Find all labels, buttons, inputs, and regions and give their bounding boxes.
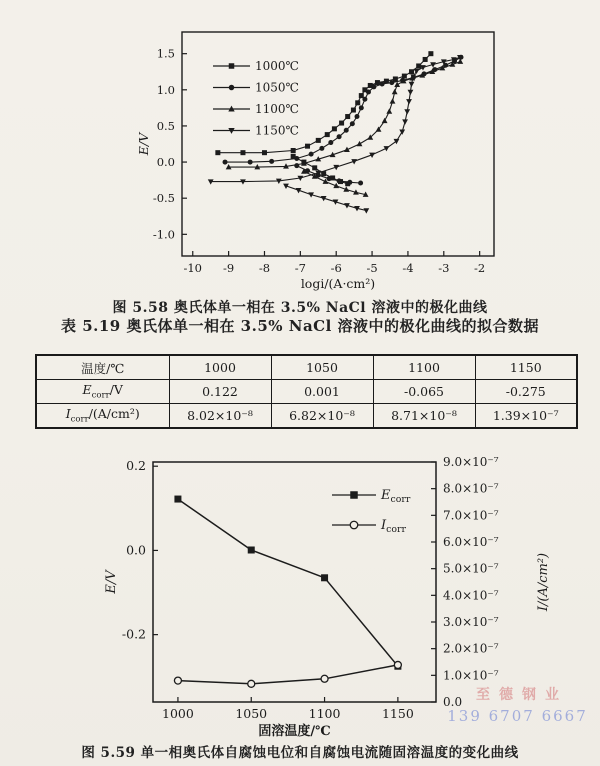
series-Ecorr bbox=[174, 496, 401, 670]
table-value-cell: 0.122 bbox=[169, 380, 271, 404]
table-row bbox=[36, 355, 577, 380]
y-right-axis-title: I/(A/cm²) bbox=[536, 552, 551, 612]
table-5-19-title: 表 5.19 奥氏体单一相在 3.5% NaCl 溶液中的极化曲线的拟合数据 bbox=[60, 317, 540, 335]
x-tick-label: -9 bbox=[223, 261, 235, 275]
x-tick-label: -4 bbox=[402, 261, 414, 275]
y-axis-right bbox=[431, 455, 499, 709]
y-tick-label: 1.5 bbox=[156, 46, 175, 61]
series-Icorr bbox=[174, 661, 401, 687]
y-tick-label: 0.0 bbox=[156, 155, 175, 170]
y-axis-title: E/V bbox=[104, 570, 119, 594]
y-right-tick-label: 9.0×10⁻⁷ bbox=[443, 455, 499, 469]
table-value-cell: 8.71×10⁻⁸ bbox=[373, 404, 475, 429]
y-right-tick-label: 7.0×10⁻⁷ bbox=[443, 508, 499, 523]
y-right-tick-label: 6.0×10⁻⁷ bbox=[443, 535, 499, 549]
y-tick-label: 0.5 bbox=[156, 118, 175, 133]
legend-label: 1050℃ bbox=[255, 80, 299, 95]
legend-label: 1100℃ bbox=[255, 102, 299, 116]
legend bbox=[332, 488, 411, 535]
x-axis bbox=[162, 697, 414, 721]
table-value-cell: 1100 bbox=[373, 355, 475, 380]
table-value-cell: 6.82×10⁻⁸ bbox=[271, 404, 373, 429]
fit-data-table bbox=[35, 354, 578, 429]
y-right-tick-label: 2.0×10⁻⁷ bbox=[443, 641, 499, 656]
y-tick-label: 0.0 bbox=[126, 542, 146, 558]
x-tick-label: 1050 bbox=[235, 706, 268, 721]
x-tick-label: 1000 bbox=[162, 706, 194, 721]
fit-data-table-body bbox=[36, 355, 577, 428]
table-row bbox=[36, 404, 577, 429]
x-axis bbox=[183, 251, 485, 275]
x-tick-label: -10 bbox=[183, 261, 203, 275]
x-tick-label: -8 bbox=[258, 261, 271, 275]
table-value-cell: 1050 bbox=[271, 355, 373, 380]
y-tick-label: -0.5 bbox=[152, 191, 175, 206]
legend-label: 1000℃ bbox=[255, 59, 299, 73]
table-value-cell: 1.39×10⁻⁷ bbox=[475, 404, 577, 429]
watermark bbox=[440, 687, 595, 725]
series-group bbox=[208, 51, 464, 213]
x-tick-label: -2 bbox=[474, 261, 486, 275]
x-tick-label: -3 bbox=[438, 261, 450, 275]
x-tick-label: 1100 bbox=[308, 706, 341, 721]
legend bbox=[213, 59, 299, 138]
table-value-cell: -0.275 bbox=[475, 380, 577, 404]
series-1000 bbox=[215, 51, 433, 186]
y-tick-label: 0.2 bbox=[126, 458, 146, 474]
y-right-tick-label: 8.0×10⁻⁷ bbox=[443, 481, 499, 496]
legend-label: $I_{corr}$ bbox=[381, 518, 406, 535]
figure-5-59-caption: 图 5.59 单一相奥氏体自腐蚀电位和自腐蚀电流随固溶温度的变化曲线 bbox=[81, 745, 519, 761]
x-tick-label: -5 bbox=[366, 261, 378, 275]
y-tick-label: 1.0 bbox=[156, 82, 175, 97]
x-axis-title: logi/(A·cm²) bbox=[300, 276, 376, 291]
watermark-company-name: 至德钢业 bbox=[476, 687, 568, 703]
x-tick-label: -6 bbox=[330, 261, 342, 275]
y-right-tick-label: 0.0 bbox=[443, 695, 463, 709]
series-group bbox=[174, 496, 401, 688]
series-1050 bbox=[223, 55, 464, 186]
series-1150 bbox=[208, 55, 463, 214]
figure-5-58-caption: 图 5.58 奥氏体单一相在 3.5% NaCl 溶液中的极化曲线 bbox=[112, 300, 488, 316]
table-value-cell: 0.001 bbox=[271, 380, 373, 404]
row-label-cell: $I_{corr}/(A/cm^2)$ bbox=[36, 404, 169, 429]
watermark-phone-number: 139 6707 6667 bbox=[447, 706, 588, 725]
y-right-tick-label: 5.0×10⁻⁷ bbox=[443, 561, 499, 576]
row-label-cell: 温度/℃ bbox=[36, 355, 169, 380]
table-value-cell: 1150 bbox=[475, 355, 577, 380]
y-tick-label: -0.2 bbox=[121, 626, 146, 642]
x-tick-label: 1150 bbox=[381, 706, 414, 721]
table-value-cell: 8.02×10⁻⁸ bbox=[169, 404, 271, 429]
x-axis-title: 固溶温度/℃ bbox=[258, 724, 331, 739]
y-right-tick-label: 4.0×10⁻⁷ bbox=[443, 588, 499, 603]
legend-label: 1150℃ bbox=[255, 123, 299, 138]
row-label-cell: $E_{corr}/V$ bbox=[36, 380, 169, 404]
x-tick-label: -7 bbox=[294, 261, 306, 275]
table-value-cell: -0.065 bbox=[373, 380, 475, 404]
y-tick-label: -1.0 bbox=[152, 227, 175, 242]
y-axis-title: E/V bbox=[136, 132, 151, 156]
y-right-tick-label: 3.0×10⁻⁷ bbox=[443, 615, 499, 629]
table-value-cell: 1000 bbox=[169, 355, 271, 380]
polarization-chart bbox=[110, 14, 530, 296]
y-right-tick-label: 1.0×10⁻⁷ bbox=[443, 668, 499, 683]
table-row bbox=[36, 380, 577, 404]
legend-label: $E_{corr}$ bbox=[381, 488, 411, 505]
